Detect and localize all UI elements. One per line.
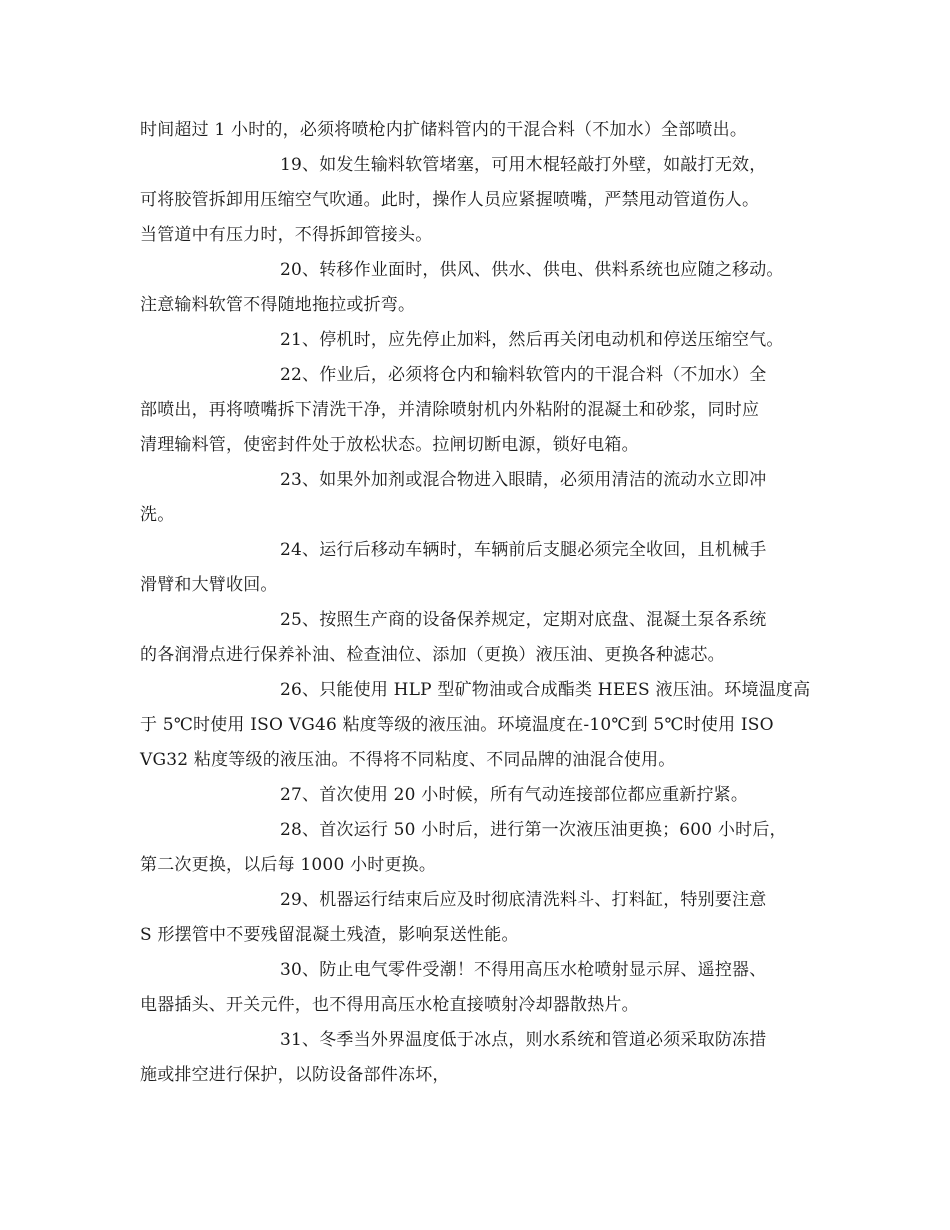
text-line: 22、作业后，必须将仓内和输料软管内的干混合料（不加水）全 [280, 365, 767, 385]
text-line: 20、转移作业面时，供风、供水、供电、供料系统也应随之移动。 [280, 260, 784, 280]
text-line: 26、只能使用 HLP 型矿物油或合成酯类 HEES 液压油。环境温度高 [280, 680, 811, 700]
text-line: 时间超过 1 小时的，必须将喷枪内扩储料管内的干混合料（不加水）全部喷出。 [140, 120, 748, 140]
text-line: 施或排空进行保护，以防设备部件冻坏， [140, 1065, 450, 1085]
text-line: 28、首次运行 50 小时后，进行第一次液压油更换；600 小时后， [280, 820, 787, 840]
text-line: 27、首次使用 20 小时候，所有气动连接部位都应重新拧紧。 [280, 785, 749, 805]
text-line: 21、停机时，应先停止加料，然后再关闭电动机和停送压缩空气。 [280, 330, 784, 350]
text-line: 29、机器运行结束后应及时彻底清洗料斗、打料缸，特别要注意 [280, 890, 767, 910]
text-line: 部喷出，再将喷嘴拆下清洗干净，并清除喷射机内外粘附的混凝土和砂浆，同时应 [140, 400, 760, 420]
text-line: 的各润滑点进行保养补油、检查油位、添加（更换）液压油、更换各种滤芯。 [140, 645, 725, 665]
text-line: 于 5℃时使用 ISO VG46 粘度等级的液压油。环境温度在-10℃到 5℃时使用 ISO [140, 715, 774, 735]
text-line: VG32 粘度等级的液压油。不得将不同粘度、不同品牌的油混合使用。 [140, 750, 676, 770]
text-line: 电器插头、开关元件，也不得用高压水枪直接喷射冷却器散热片。 [140, 995, 639, 1015]
text-line: 洗。 [140, 505, 175, 525]
text-line: 滑臂和大臂收回。 [140, 575, 278, 595]
text-line: S 形摆管中不要残留混凝土残渣，影响泵送性能。 [140, 925, 519, 945]
text-line: 19、如发生输料软管堵塞，可用木棍轻敲打外壁，如敲打无效， [280, 155, 767, 175]
text-line: 25、按照生产商的设备保养规定，定期对底盘、混凝土泵各系统 [280, 610, 767, 630]
text-line: 注意输料软管不得随地拖拉或折弯。 [140, 295, 416, 315]
text-line: 31、冬季当外界温度低于冰点，则水系统和管道必须采取防冻措 [280, 1030, 767, 1050]
text-line: 23、如果外加剂或混合物进入眼睛，必须用清洁的流动水立即冲 [280, 470, 767, 490]
text-line: 30、防止电气零件受潮！不得用高压水枪喷射显示屏、遥控器、 [280, 960, 767, 980]
text-line: 24、运行后移动车辆时，车辆前后支腿必须完全收回，且机械手 [280, 540, 767, 560]
text-line: 可将胶管拆卸用压缩空气吹通。此时，操作人员应紧握喷嘴，严禁甩动管道伤人。 [140, 190, 760, 210]
text-line: 当管道中有压力时，不得拆卸管接头。 [140, 225, 433, 245]
text-line: 第二次更换，以后每 1000 小时更换。 [140, 855, 437, 875]
text-line: 清理输料管，使密封件处于放松状态。拉闸切断电源，锁好电箱。 [140, 435, 639, 455]
